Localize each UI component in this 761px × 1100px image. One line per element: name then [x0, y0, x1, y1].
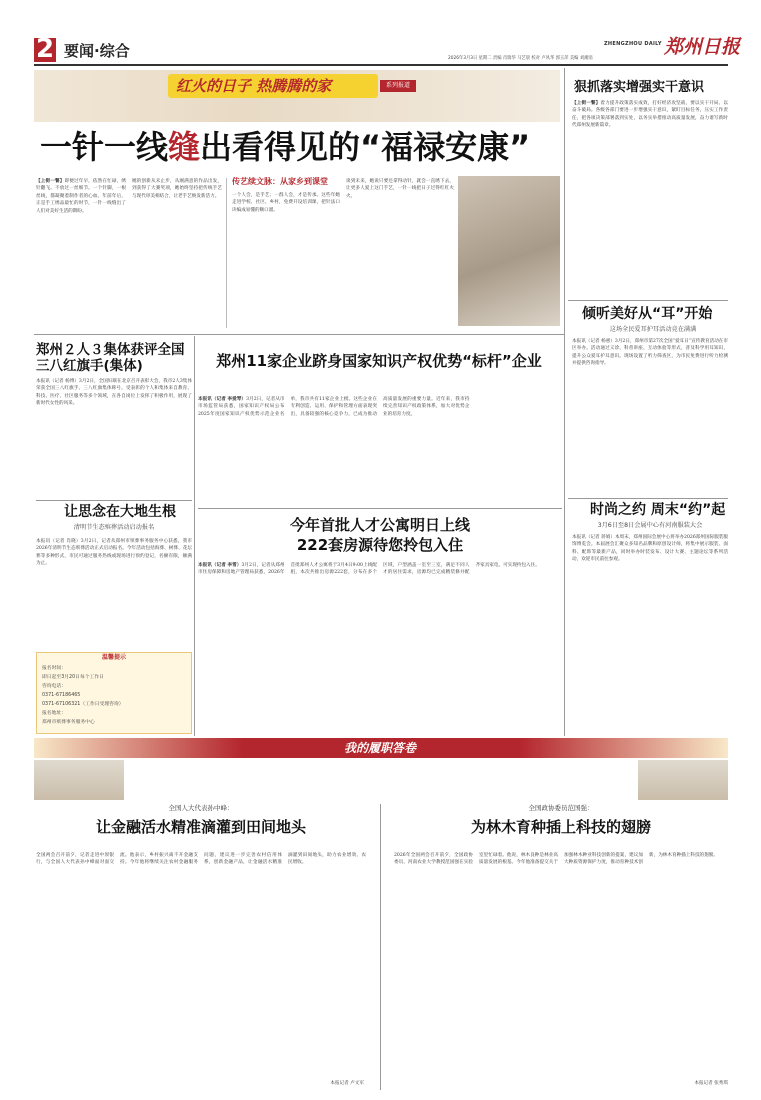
bottom-banner-text: 我的履职答卷 [343, 741, 416, 755]
header-rule [34, 64, 728, 66]
bottom-right-kicker: 全国政协委员范国强： [528, 804, 594, 812]
lead-intro-byline: 【上街一瞥】 [36, 179, 65, 184]
lead-photo-1 [458, 176, 560, 326]
right-article-2-body: 本报讯（记者 杨惠）3月2日，郑州市第27次全国“爱耳日”宣传教育活动在市区举办。活动通过义诊、科普讲座、互动体验等形式，普及科学用耳知识，提升公众爱耳护耳意识。现场设置了听力筛查区，为市民免费进行听力检测并提供咨询指导。 [572, 339, 728, 367]
lead-headline-post: 出看得见的“福禄安康” [200, 128, 531, 166]
bottom-right-signature: 本报记者 张秀琪 [694, 1081, 728, 1086]
lead-headline-red: 缝 [168, 128, 201, 166]
page-number: 2 [35, 34, 55, 64]
center-article-2-body: 本报讯（记者 李雪）3月2日，记者从郑州市住房保障和房地产管理局获悉，2026年首批郑州人才公寓将于3月4日9:00上线配租，本次共推出房源222套，分布在多个区域，户型涵盖一室至三室，满足不同人才的居住需求，房源均已完成精装修并配齐家具家电，可实现拎包入住。 [198, 563, 540, 576]
right-article-1-body: 【上街一瞥】着力提升政策落实成效，打好经济攻坚战，要以实干开局、以奋斗破局。各级各部门要进一步增强实干意识，紧盯目标任务，压实工作责任，把各项决策部署落到实处，以务实举措推动高质量发展，奋力谱写新时代郑州发展新篇章。 [572, 101, 728, 129]
left-article-2-headline: 让思念在大地生根 [64, 504, 176, 520]
masthead-pinyin: ZHENGZHOU DAILY [604, 41, 662, 47]
section-name: 要闻·综合 [64, 42, 130, 60]
bottom-right-headline: 为林木育种插上科技的翅膀 [470, 818, 651, 836]
right-rule-1 [568, 300, 728, 301]
right-article-3-body: 本报讯（记者 蒋娟）本周末，郑州国际会展中心将举办2026郑州国际服装服饰博览会。本届展会汇聚众多知名品牌和原创设计师，将集中展示服装、面料、配饰等最新产品，同时举办时装发布、设计大赛、主题论坛等系列活动，欢迎市民前往参观。 [572, 535, 728, 563]
masthead-title: 郑州日报 [664, 36, 741, 58]
tip-box-title: 温馨提示 [101, 654, 126, 661]
right-column-divider [564, 68, 565, 736]
lead-headline [40, 126, 560, 170]
left-column-divider [194, 336, 195, 736]
tip-box-line: 报名时间： [42, 666, 66, 671]
right-article-2-subheadline: 这场全民爱耳护耳活动竞在满满 [609, 326, 697, 333]
lead-banner-text: 红火的日子 热腾腾的家 [176, 77, 332, 95]
center-rule-1 [198, 508, 562, 509]
tip-box-list [42, 664, 190, 727]
tip-box-line: 0371-67106321（工作日受理咨询） [42, 702, 124, 707]
tip-box-line: 郑州市殡葬事务服务中心 [42, 720, 95, 725]
left-rule-1 [36, 500, 192, 501]
right-article-1-headline: 狠抓落实增强实干意识 [574, 80, 705, 95]
bottom-photo-left [34, 760, 124, 800]
series-badge: 系列报道 [380, 80, 416, 92]
lead-divider [226, 178, 227, 328]
right-article-3-headline: 时尚之约 周末“约”起 [590, 502, 726, 518]
center-article-1-headline: 郑州11家企业跻身国家知识产权优势“标杆”企业 [216, 352, 542, 370]
bottom-photo-right [638, 760, 728, 800]
lead-bottom-rule [34, 334, 564, 335]
tip-box-line: 即日起至3月20日每个工作日 [42, 675, 104, 680]
left-article-2-subheadline: 清明节生态殡葬活动启动报名 [73, 524, 155, 531]
lead-col-2: 她的创新从未止步，从刚满意的作品出发，到获得了大赛奖项，她始终坚持把传统手艺与现代审美相结合，让老手艺焕发新活力。 [132, 179, 222, 199]
right-rule-2 [568, 498, 728, 499]
bottom-right-body: 2026年全国两会召开前夕，全国政协委员、河南农业大学教授范国强在实验室里忙碌着。他说，林木良种是林业高质量发展的根基。今年他准备提交关于加强林木种业科技创新的提案，建议加大种质资源保护力度，推动育种技术创新，为林木育种插上科技的翅膀。 [394, 853, 718, 866]
lead-col-4: 谈到未来，她说只要还拿得动针，就会一直绣下去，让更多人爱上这门手艺，一针一线把日子过得红红火火。 [346, 179, 454, 199]
bottom-divider [380, 804, 381, 1090]
right-article-2-headline: 倾听美好从“耳”开始 [582, 306, 713, 322]
left-article-1-headline: 郑州２人３集体获评全国三八红旗手(集体) [36, 342, 185, 374]
tip-box-line: 报名地址： [42, 711, 66, 716]
bottom-left-signature: 本报记者 卢文军 [330, 1081, 364, 1086]
bottom-left-body: 全国两会召开前夕，记者走进中原银行，与全国人大代表孙中峰面对面交流。他表示，乡村振兴离不开金融支持。今年他将继续关注农村金融服务问题，建议进一步完善农村信用体系，创新金融产品，让金融活水精准滴灌到田间地头，助力农业增效、农民增收。 [36, 853, 366, 866]
lead-col-3: 一个人会，是手艺；一群人会，才是传承。这些年她走进学校、社区、乡村，免费开设培训课，把针法口诀编成易懂的顺口溜。 [232, 193, 340, 213]
center-article-2-headline-2: 222套房源待您拎包入住 [296, 536, 464, 554]
right-article-3-subheadline: 3月6日至8日会展中心有河南服装大会 [597, 522, 703, 529]
tip-box-line: 咨询电话： [42, 684, 66, 689]
lead-col-1: 【上街一瞥】即便过年早，依然在忙碌，绣针翻飞。不放过一丝细节。一个针脚，一根丝线，都凝聚着制作者的心血。年前年后，正是手工绣品最忙的时节，一针一线缝出了人们对美好生活的期盼。 [36, 179, 126, 214]
lead-headline-pre: 一针一线 [40, 128, 169, 166]
tip-box-line: 0371-67186465 [42, 693, 81, 698]
meta-line: 2026年3月3日 星期二 责编 肖瑞华 马艺晨 校对 卢风华 郭玉萍 美编 刘湘涓 [448, 56, 593, 61]
lead-banner [168, 74, 378, 98]
lead-subhead: 传艺续文脉：从家乡到课堂 [232, 177, 328, 186]
center-article-2-headline-1: 今年首批人才公寓明日上线 [289, 516, 470, 534]
bottom-left-headline: 让金融活水精准滴灌到田间地头 [95, 818, 306, 836]
bottom-left-kicker: 全国人大代表孙中峰： [168, 804, 234, 812]
center-article-1-body: 本报讯（记者 李爱琴）3月2日，记者从市市场监管局获悉，国家知识产权局公布2025年度国家知识产权优势示范企业名单，我市共有11家企业上榜。这些企业在专利创造、运用、保护和管理方面表现突出，具备较强的核心竞争力，已成为推动高质量发展的重要力量。近年来，我市持续完善知识产权政策体系，加大对优势企业的培育力度。 [198, 397, 470, 417]
left-article-1-body: 本报讯（记者 杨博）3月2日，全国妇联在北京召开表彰大会，我市2人3集体荣获全国三八红旗手、三八红旗集体称号。受表彰的个人和集体来自教育、科技、医疗、社区服务等多个领域，在各自岗位上发挥了积极作用，展现了新时代女性的风采。 [36, 379, 192, 407]
left-article-2-body: 本报讯（记者 肖晓）3月2日，记者从郑州市殡葬事务服务中心获悉，我市2026年清明节生态殡葬活动正式启动报名。今年活动包括海葬、树葬、花坛葬等多种形式，市民可通过服务热线或现场进行预约登记，名额有限，额满为止。 [36, 539, 192, 567]
